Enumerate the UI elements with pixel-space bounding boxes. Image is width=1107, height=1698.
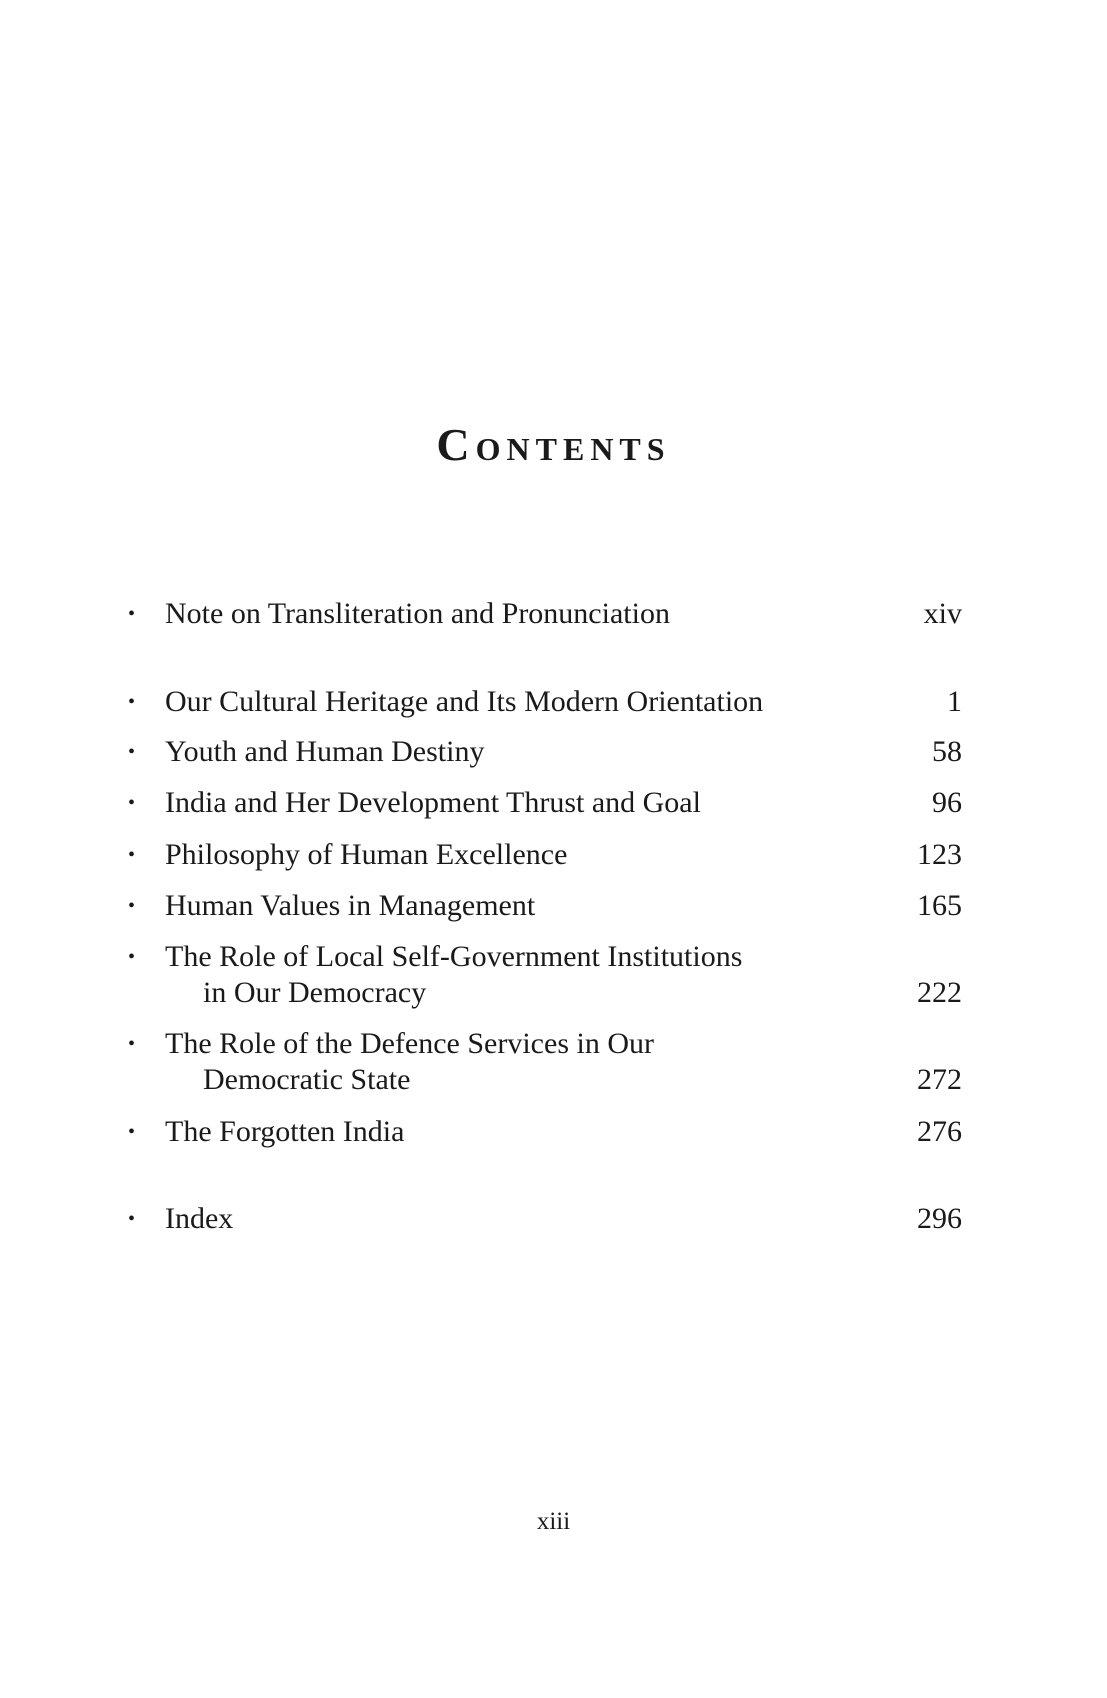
entry-page: 222 [917, 976, 962, 1009]
page-number: xiii [536, 1508, 571, 1535]
bullet: • [128, 691, 136, 713]
entry-page: 276 [917, 1115, 962, 1148]
page-title: Contents [436, 419, 671, 470]
entry-title: Note on Transliteration and Pronunciation [165, 597, 670, 630]
bullet: • [128, 946, 136, 968]
entry-page: 296 [917, 1202, 962, 1235]
bullet: • [128, 895, 136, 917]
entry-title: Human Values in Management [165, 889, 536, 922]
entry-title-continuation: Democratic State [203, 1063, 411, 1096]
entry-title-continuation: in Our Democracy [203, 976, 427, 1009]
entry-title: Index [165, 1202, 234, 1235]
entry-page: 96 [932, 786, 962, 819]
bullet: • [128, 1208, 136, 1230]
bullet: • [128, 741, 136, 763]
entry-page: 123 [917, 838, 962, 871]
bullet: • [128, 792, 136, 814]
entry-page: 165 [917, 889, 962, 922]
entry-title: India and Her Development Thrust and Goal [165, 786, 701, 819]
entry-title: The Role of the Defence Services in Our [165, 1027, 654, 1060]
entry-page: 272 [917, 1063, 962, 1096]
entry-title: Our Cultural Heritage and Its Modern Orientation [165, 685, 764, 718]
entry-title: Philosophy of Human Excellence [165, 838, 568, 871]
entry-title: The Role of Local Self-Government Institutions [165, 940, 743, 973]
bullet: • [128, 603, 136, 625]
entry-page: xiv [923, 597, 962, 630]
entry-page: 58 [932, 735, 962, 768]
entry-page: 1 [947, 685, 962, 718]
bullet: • [128, 1121, 136, 1143]
bullet: • [128, 1033, 136, 1055]
entry-title: The Forgotten India [165, 1115, 405, 1148]
bullet: • [128, 844, 136, 866]
entry-title: Youth and Human Destiny [165, 735, 485, 768]
